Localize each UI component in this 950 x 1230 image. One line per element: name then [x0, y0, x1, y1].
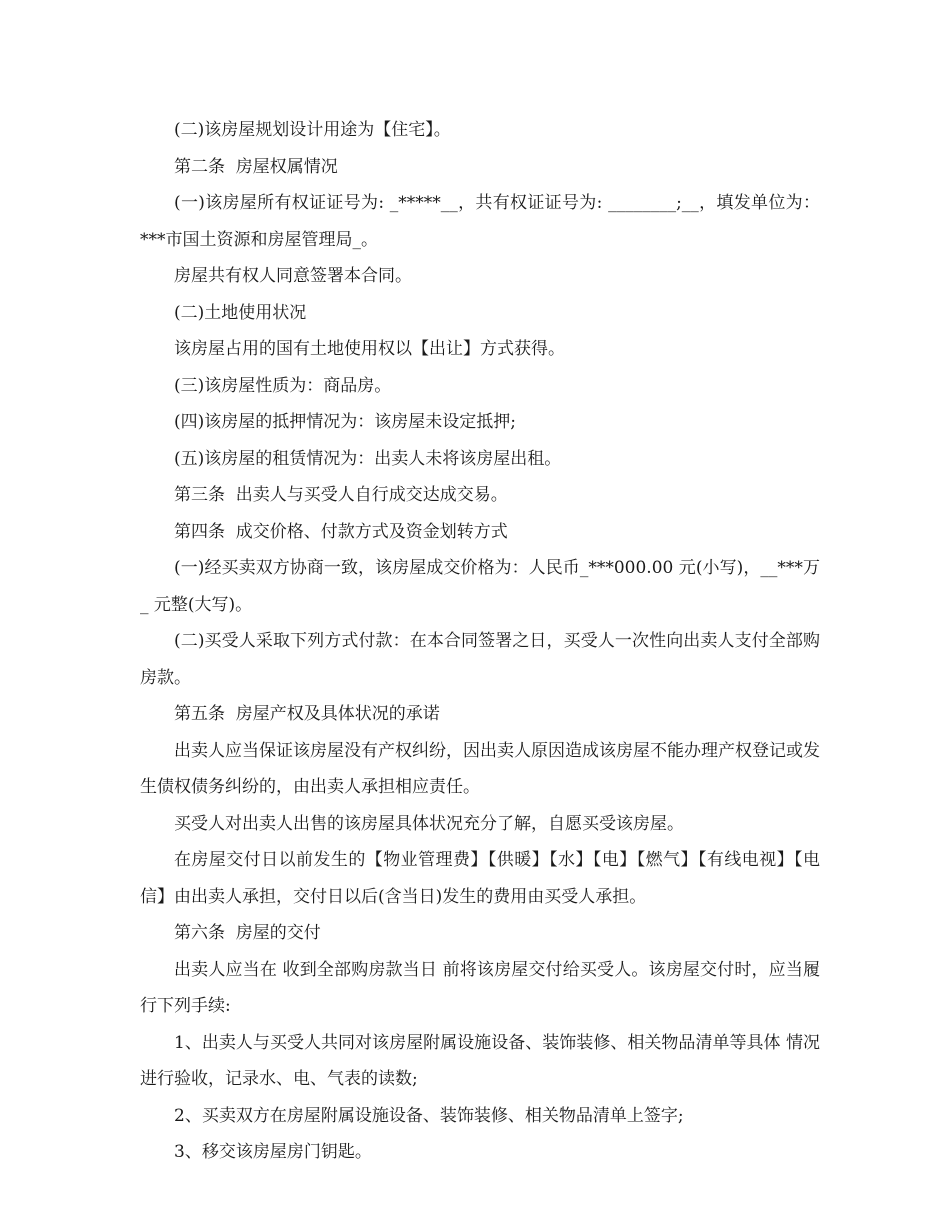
clause-land-use-heading: (二)土地使用状况 [174, 302, 307, 323]
clause-mortgage: (四)该房屋的抵押情况为：该房屋未设定抵押; [174, 412, 516, 432]
clause-certificate-number: (一)该房屋所有权证证号为: _*****__，共有权证证号为: ________;__，填发单位为：***市国土资源和房屋管理局_。 [140, 193, 820, 250]
clause-seller-guarantee: 出卖人应当保证该房屋没有产权纠纷，因出卖人原因造成该房屋不能办理产权登记或发生债权债务纠纷的，由出卖人承担相应责任。 [140, 740, 820, 797]
article-6-heading: 第六条 房屋的交付 [174, 923, 321, 943]
clause-payment: (二)买受人采取下列方式付款：在本合同签署之日，买受人一次性向出卖人支付全部购房款。 [140, 631, 820, 688]
delivery-step-1: 1、出卖人与买受人共同对该房屋附属设施设备、装饰装修、相关物品清单等具体 情况进行验收，记录水、电、气表的读数; [140, 1032, 820, 1089]
clause-fees: 在房屋交付日以前发生的【物业管理费】【供暖】【水】【电】【燃气】【有线电视】【电信】由出卖人承担，交付日以后(含当日)发生的费用由买受人承担。 [140, 850, 820, 907]
clause-co-owner-consent: 房屋共有权人同意签署本合同。 [174, 266, 412, 286]
article-5-heading: 第五条 房屋产权及具体状况的承诺 [174, 704, 440, 724]
document-body [140, 112, 820, 1171]
delivery-step-2: 2、买卖双方在房屋附属设施设备、装饰装修、相关物品清单上签字; [174, 1105, 684, 1126]
delivery-step-3: 3、移交该房屋房门钥匙。 [174, 1142, 372, 1162]
clause-delivery: 出卖人应当在 收到全部购房款当日 前将该房屋交付给买受人。该房屋交付时，应当履行下列手续: [140, 959, 820, 1016]
clause-price: (一)经买卖双方协商一致，该房屋成交价格为：人民币_***000.00 元(小写)，__***万_ 元整(大写)。 [140, 558, 820, 615]
clause-property-nature: (三)该房屋性质为：商品房。 [174, 375, 392, 396]
article-3-heading: 第三条 出卖人与买受人自行成交达成交易。 [174, 485, 508, 505]
clause-lease: (五)该房屋的租赁情况为：出卖人未将该房屋出租。 [174, 448, 562, 469]
clause-land-use: 该房屋占用的国有土地使用权以【出让】方式获得。 [174, 339, 565, 359]
article-4-heading: 第四条 成交价格、付款方式及资金划转方式 [174, 521, 508, 542]
clause-usage: (二)该房屋规划设计用途为【住宅】。 [174, 120, 451, 140]
article-2-heading: 第二条 房屋权属情况 [174, 156, 338, 177]
clause-buyer-acknowledgement: 买受人对出卖人出售的该房屋具体状况充分了解，自愿买受该房屋。 [174, 813, 684, 834]
